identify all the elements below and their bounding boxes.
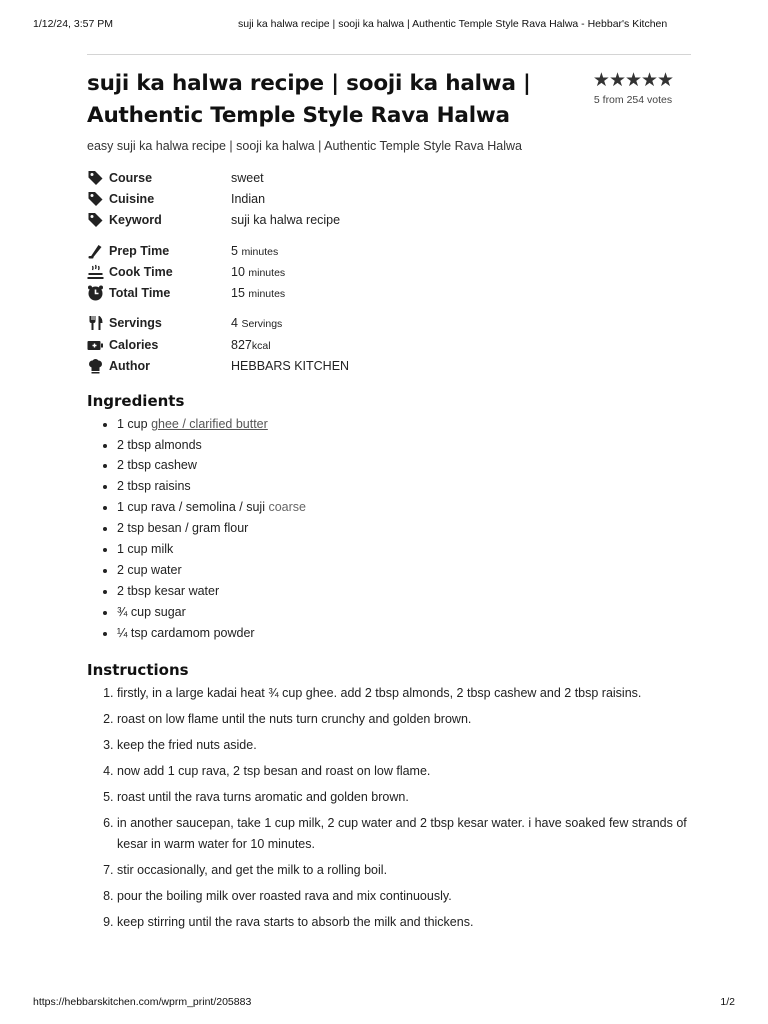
print-url[interactable]: https://hebbarskitchen.com/wprm_print/205883: [33, 996, 252, 1008]
recipe-summary: easy suji ka halwa recipe | sooji ka halwa | Authentic Temple Style Rava Halwa: [87, 139, 522, 153]
meta-group-times: [87, 240, 687, 304]
print-datetime: 1/12/24, 3:57 PM: [33, 18, 113, 30]
clock-icon: [87, 285, 104, 301]
meta-author: [87, 355, 687, 376]
rating-votes: 5 from 254 votes: [593, 94, 673, 106]
meta-cook-time: [87, 261, 687, 282]
tag-icon: [87, 212, 104, 228]
meta-servings-value: 4: [231, 316, 238, 331]
ingredient-item: • 1 cup milk: [117, 539, 687, 560]
knife-icon: [87, 243, 104, 259]
instruction-step: 5. roast until the rava turns aromatic and golden brown.: [117, 787, 687, 808]
meta-cuisine: [87, 188, 687, 209]
instruction-step: 4. now add 1 cup rava, 2 tsp besan and roast on low flame.: [117, 761, 687, 782]
recipe-rating: [583, 70, 683, 106]
instruction-step: 7. stir occasionally, and get the milk to a rolling boil.: [117, 860, 687, 881]
meta-group-details: [87, 313, 687, 377]
tag-icon: [87, 170, 104, 186]
ingredient-link[interactable]: ghee / clarified butter: [151, 416, 268, 431]
ingredient-item: • 2 tbsp kesar water: [117, 581, 687, 602]
meta-author-value: HEBBARS KITCHEN: [231, 359, 350, 374]
ingredient-item: • 2 tsp besan / gram flour: [117, 518, 687, 539]
ingredient-item: • 1 cup ghee / clarified butter: [117, 414, 687, 435]
meta-total-time-unit: minutes: [248, 288, 286, 301]
instruction-step: 9. keep stirring until the rava starts to absorb the milk and thickens.: [117, 912, 687, 933]
meta-calories: [87, 334, 687, 355]
instructions-section: [87, 661, 687, 933]
meta-author-label: Author: [109, 359, 150, 374]
ingredients-section: [87, 392, 687, 644]
recipe-title: suji ka halwa recipe | sooji ka halwa | Authentic Temple Style Rava Halwa: [87, 71, 531, 128]
meta-prep-time-value: 5: [231, 243, 238, 258]
meta-servings-unit: Servings: [241, 318, 283, 331]
meta-cook-time-label: Cook Time: [109, 264, 173, 279]
ingredients-heading: Ingredients: [87, 391, 185, 410]
cooking-pot-icon: [87, 264, 104, 280]
instruction-step: 3. keep the fried nuts aside.: [117, 735, 687, 756]
meta-total-time: [87, 282, 687, 303]
instruction-step: 1. firstly, in a large kadai heat ¾ cup ghee. add 2 tbsp almonds, 2 tbsp cashew and 2 tbsp raisins.: [117, 683, 687, 704]
instruction-step: 2. roast on low flame until the nuts turn crunchy and golden brown.: [117, 709, 687, 730]
tag-icon: [87, 191, 104, 207]
header-divider: [87, 54, 691, 55]
page-number: 1/2: [720, 996, 735, 1008]
meta-cuisine-label: Cuisine: [109, 191, 155, 206]
meta-cook-time-unit: minutes: [248, 266, 286, 279]
instruction-step: 6. in another saucepan, take 1 cup milk, 2 cup water and 2 tbsp kesar water. i have soaked few strands of kesar in warm water for 10 minutes.: [117, 813, 687, 855]
chef-hat-icon: [87, 358, 104, 374]
print-page-title: suji ka halwa recipe | sooji ka halwa | Authentic Temple Style Rava Halwa - Hebbar's Kitchen: [238, 18, 668, 30]
meta-total-time-value: 15: [231, 286, 245, 301]
meta-calories-label: Calories: [109, 337, 159, 352]
meta-servings-label: Servings: [109, 316, 162, 331]
meta-prep-time: [87, 240, 687, 261]
ingredient-note: coarse: [268, 500, 306, 515]
meta-course: [87, 167, 687, 188]
instruction-step: 8. pour the boiling milk over roasted rava and mix continuously.: [117, 886, 687, 907]
meta-course-value: sweet: [231, 170, 264, 185]
ingredient-item: • 2 tbsp almonds: [117, 435, 687, 456]
ingredients-list: [87, 414, 687, 644]
meta-cuisine-value: Indian: [231, 191, 266, 206]
recipe-card: [87, 68, 687, 938]
meta-keyword: [87, 210, 687, 231]
meta-prep-time-unit: minutes: [241, 245, 279, 258]
meta-total-time-label: Total Time: [109, 286, 171, 301]
star-rating-icon[interactable]: ★★★★★: [592, 70, 674, 91]
meta-keyword-label: Keyword: [109, 213, 162, 228]
battery-icon: [87, 337, 104, 353]
ingredient-item: • 1 cup rava / semolina / suji coarse: [117, 497, 687, 518]
ingredient-item: • ¼ tsp cardamom powder: [117, 623, 687, 644]
instructions-list: [87, 683, 687, 933]
ingredient-item: • ¾ cup sugar: [117, 602, 687, 623]
meta-calories-value: 827: [231, 337, 252, 352]
ingredient-item: • 2 tbsp cashew: [117, 455, 687, 476]
ingredient-item: • 2 cup water: [117, 560, 687, 581]
meta-prep-time-label: Prep Time: [109, 243, 170, 258]
meta-servings: [87, 313, 687, 334]
fork-knife-icon: [87, 315, 104, 331]
meta-keyword-value: suji ka halwa recipe: [231, 213, 341, 228]
meta-group-tags: [87, 167, 687, 231]
recipe-meta: [87, 167, 687, 377]
instructions-heading: Instructions: [87, 661, 189, 680]
meta-course-label: Course: [109, 170, 153, 185]
meta-cook-time-value: 10: [231, 264, 245, 279]
ingredient-item: • 2 tbsp raisins: [117, 476, 687, 497]
meta-calories-unit: kcal: [251, 339, 271, 352]
